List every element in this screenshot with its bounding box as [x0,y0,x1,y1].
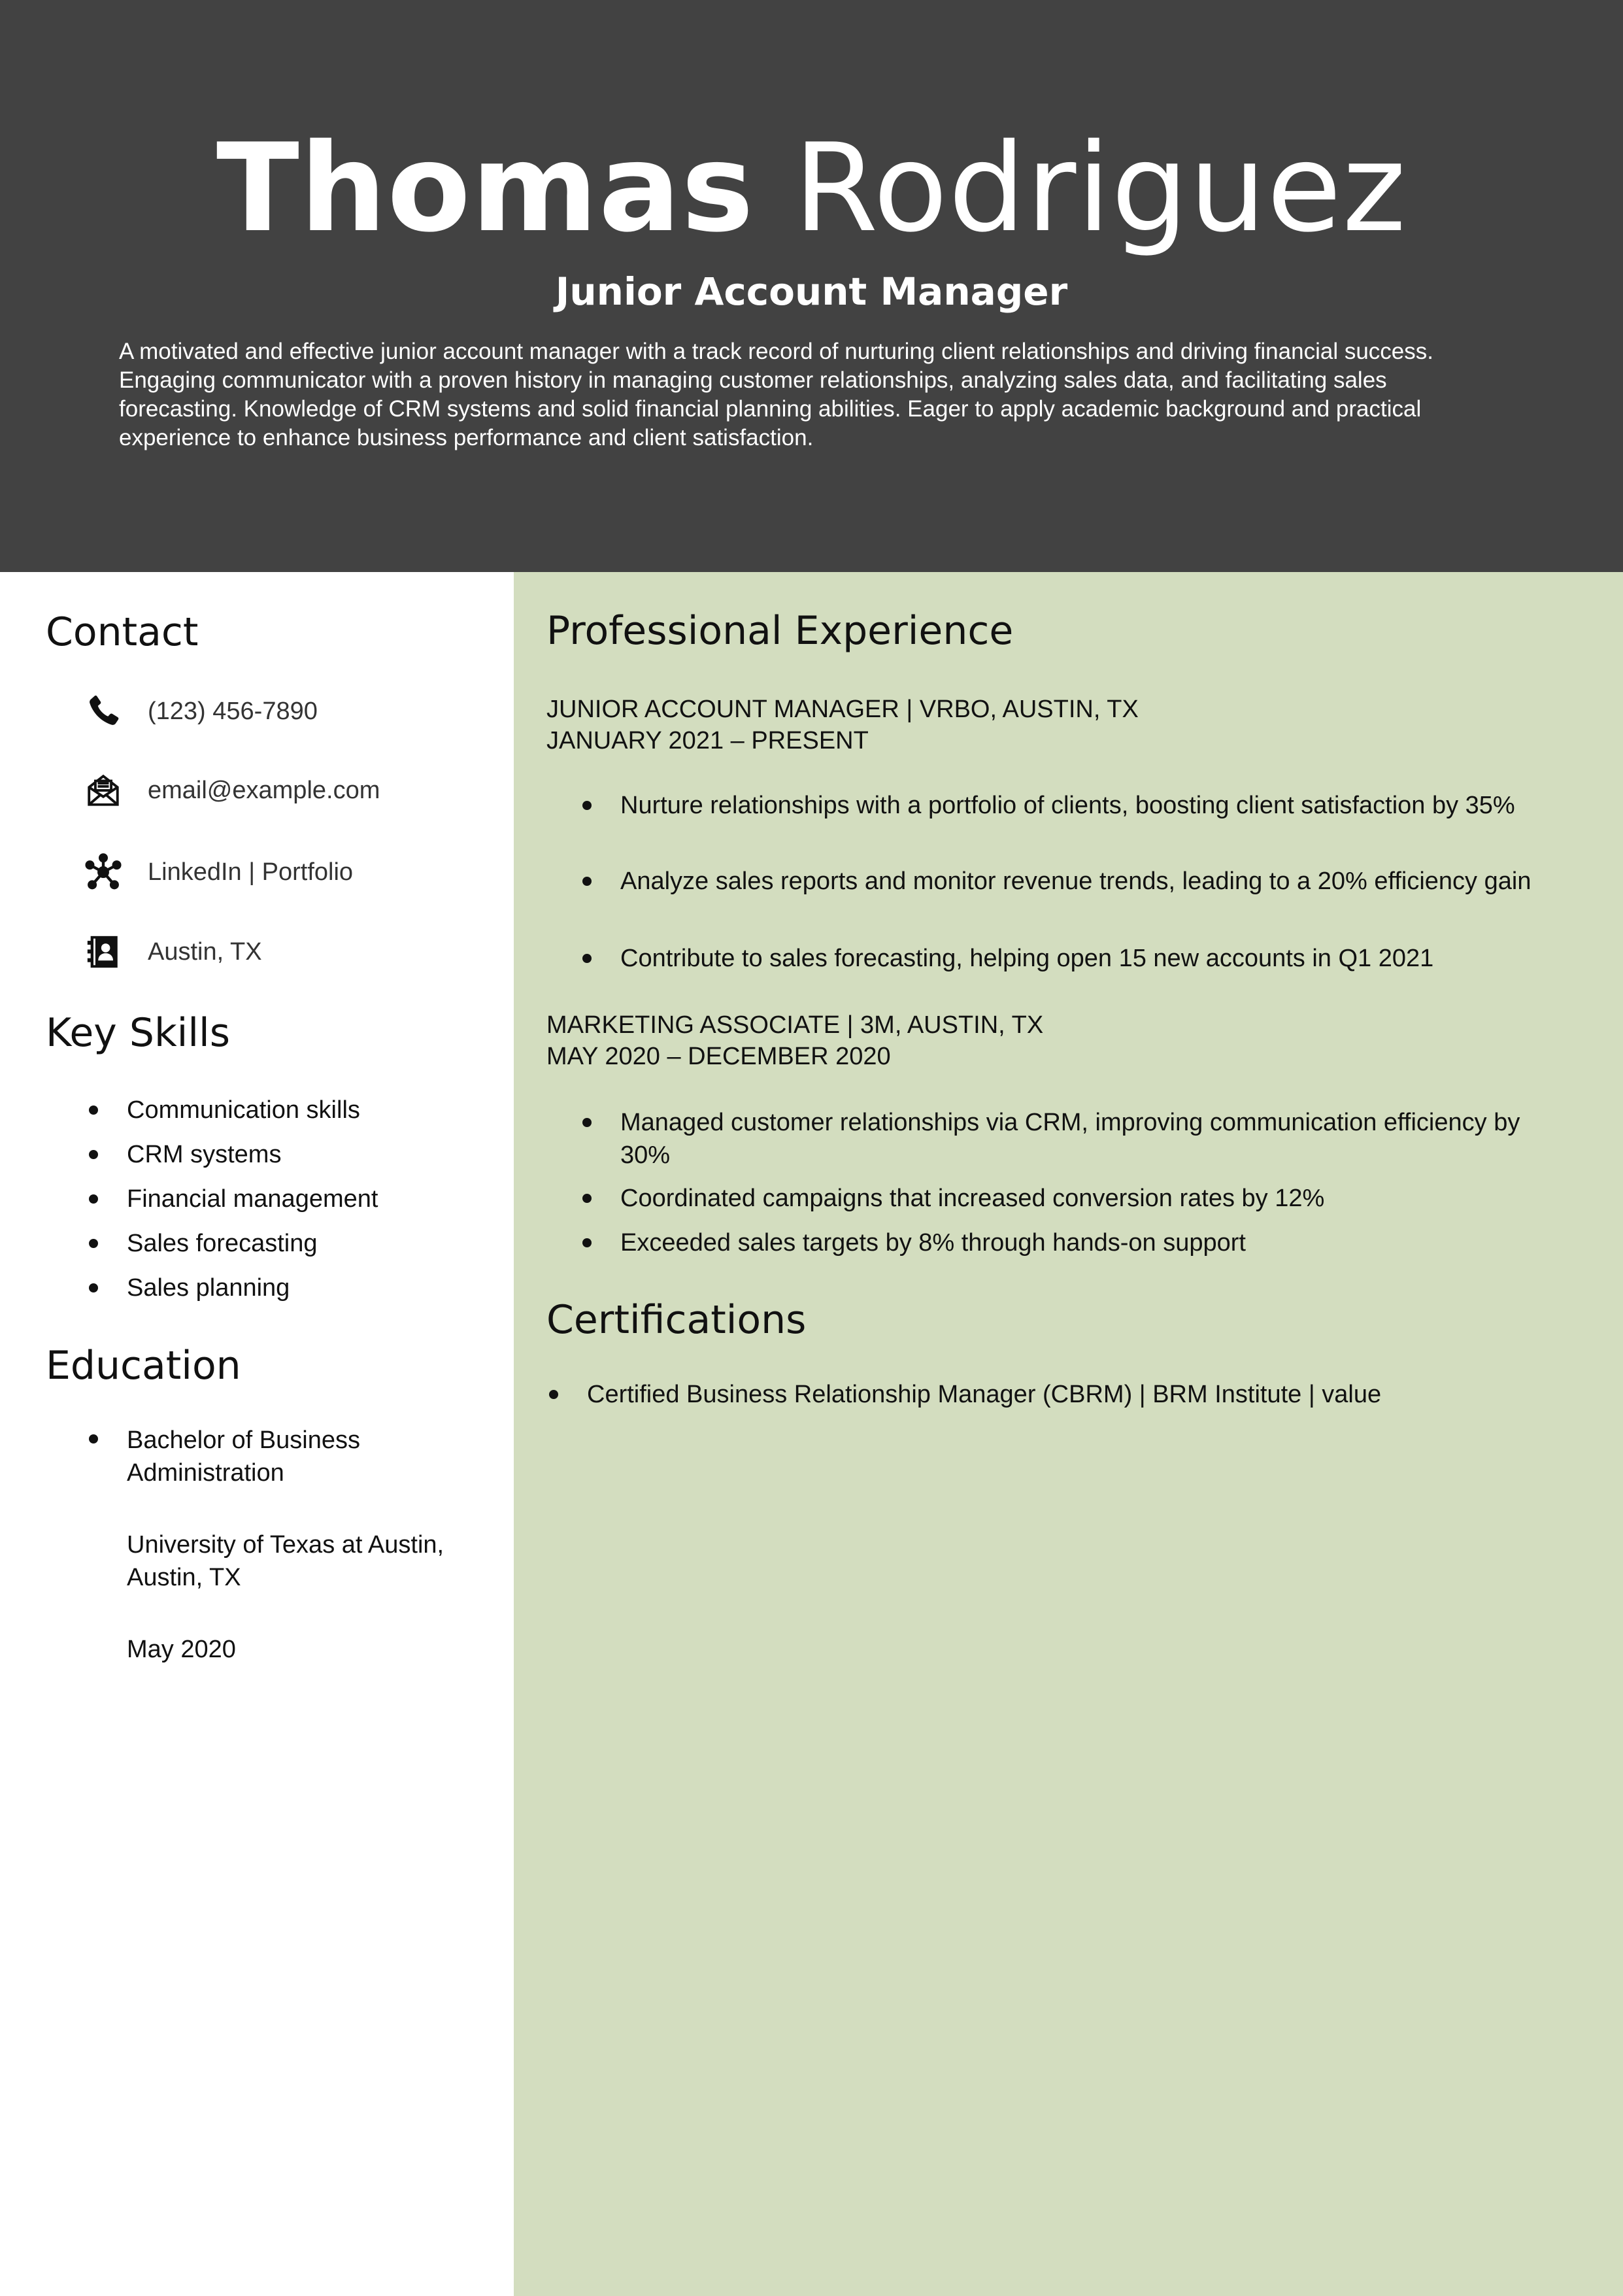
certifications-heading: Certifications [546,1297,807,1343]
experience-heading: Professional Experience [546,608,1014,654]
certifications-list [587,1378,1567,1411]
job-bullet: Coordinated campaigns that increased conversion rates by 12% [620,1182,1575,1226]
contact-item-location [84,931,262,973]
job-title: Junior Account Manager [555,269,1068,314]
certification-item: Certified Business Relationship Manager (CBRM) | BRM Institute | value [587,1378,1567,1411]
job-bullets [620,789,1575,975]
skills-heading: Key Skills [46,1010,230,1056]
email-text: email@example.com [148,776,380,804]
job-dates: MAY 2020 – DECEMBER 2020 [546,1043,891,1070]
job-dates: JANUARY 2021 – PRESENT [546,727,869,754]
phone-icon [84,692,123,731]
network-icon [84,853,123,892]
skill-item: Communication skills [127,1088,378,1132]
job-bullets [620,1106,1575,1259]
phone-text: (123) 456-7890 [148,697,318,725]
education-school: University of Texas at Austin, Austin, TX [127,1531,444,1591]
last-name: Rodriguez [794,117,1407,259]
contact-item-links [84,851,353,893]
job-title-line: MARKETING ASSOCIATE | 3M, AUSTIN, TX [546,1011,1044,1039]
first-name: Thomas [216,117,755,259]
skill-item: CRM systems [127,1132,378,1177]
summary-text: A motivated and effective junior account manager with a track record of nurturing client relationships and driving financial success. Engaging communicator with a proven history in managing customer relationships, analyzing sales data, and facilitating sales forecasting. Knowledge of CRM systems and solid financial planning abilities. Eager to apply academic background and practical experience to enhance business performance and client satisfaction. [119,339,1433,450]
education-date: May 2020 [127,1636,236,1663]
contact-heading: Contact [46,609,199,655]
education-bullet [89,1434,98,1443]
full-name [0,116,1623,260]
job-bullet: Contribute to sales forecasting, helping open 15 new accounts in Q1 2021 [620,942,1575,975]
skill-item: Sales forecasting [127,1221,378,1266]
education-heading: Education [46,1343,241,1389]
contact-item-phone [84,690,318,732]
resume-header [0,0,1623,572]
envelope-icon [84,771,123,810]
job-bullet: Analyze sales reports and monitor revenue trends, leading to a 20% efficiency gain [620,865,1575,942]
skill-item: Financial management [127,1177,378,1221]
job-bullet: Nurture relationships with a portfolio of clients, boosting client satisfaction by 35% [620,789,1575,865]
job-bullet: Managed customer relationships via CRM, improving communication efficiency by 30% [620,1106,1575,1182]
job-bullet: Exceeded sales targets by 8% through hands-on support [620,1226,1575,1259]
skills-list [127,1088,378,1310]
job-title-line: JUNIOR ACCOUNT MANAGER | VRBO, AUSTIN, TX [546,696,1139,723]
links-text: LinkedIn | Portfolio [148,858,354,886]
education-degree: Bachelor of Business Administration [127,1427,360,1487]
skill-item: Sales planning [127,1266,378,1310]
address-book-icon [84,932,123,971]
location-text: Austin, TX [148,937,262,966]
contact-item-email [84,769,380,811]
